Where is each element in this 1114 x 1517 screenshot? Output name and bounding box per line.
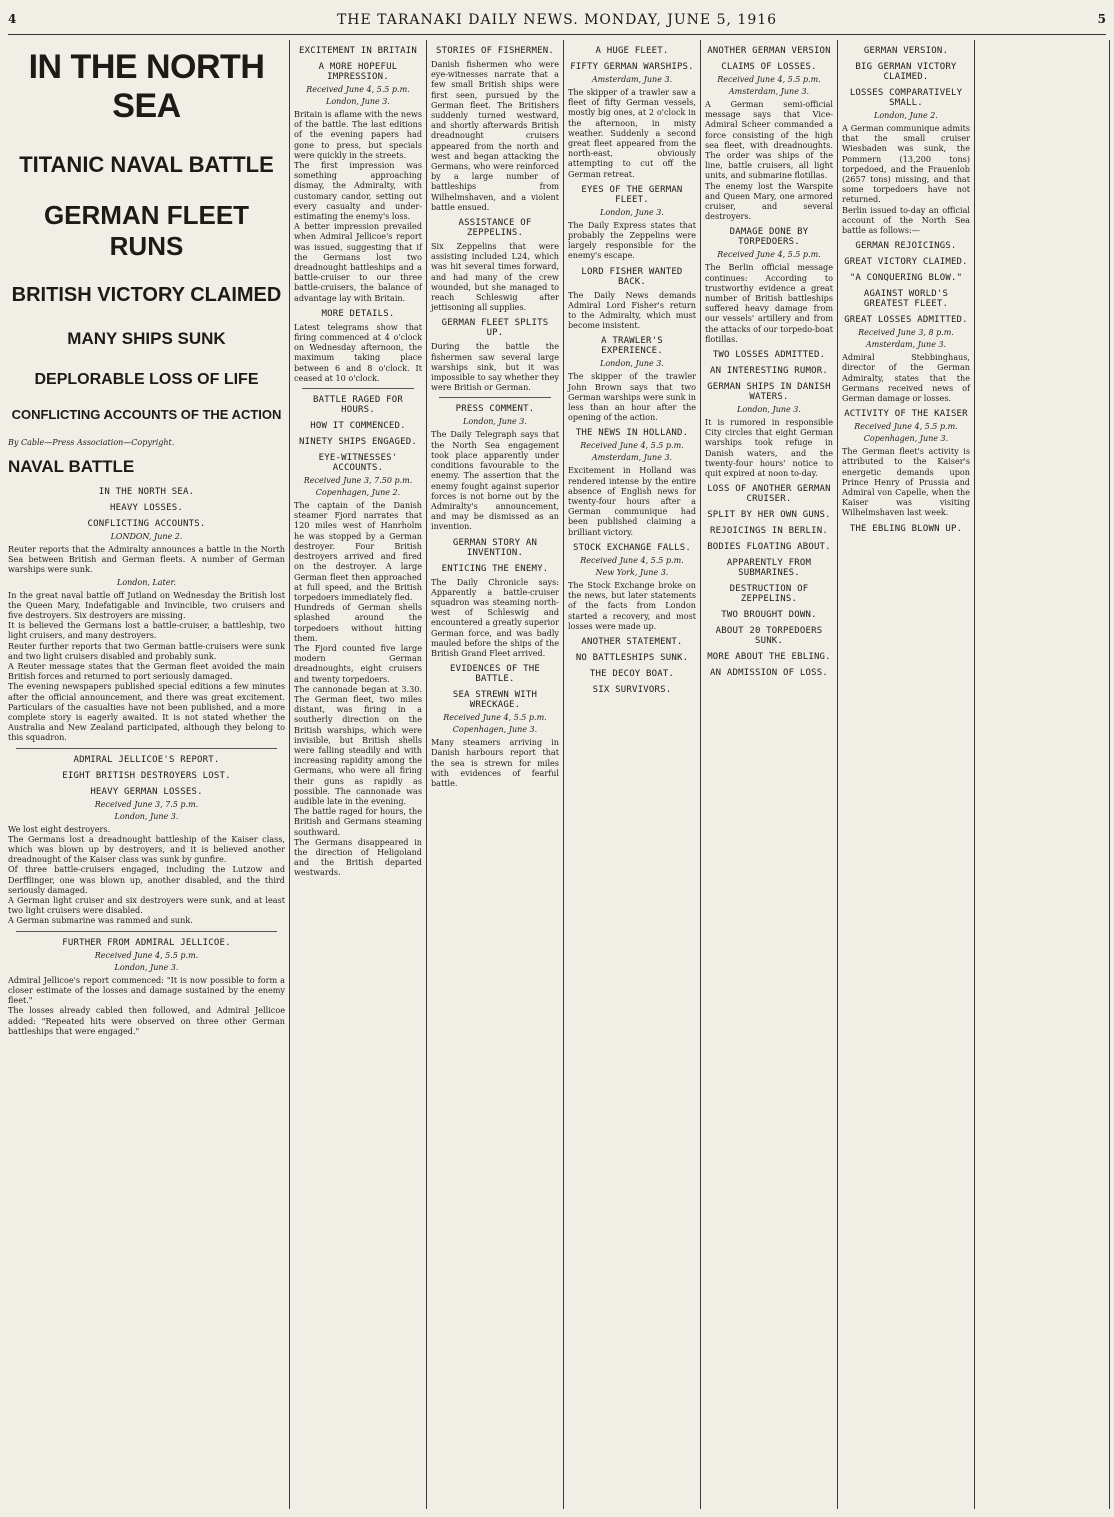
paragraph: Britain is aflame with the news of the battle. The last editions of the evening papers had gone to press, but specials were quickly in the streets. [294, 109, 422, 160]
headline-conflicting: CONFLICTING ACCOUNTS OF THE ACTION [11, 407, 282, 422]
paragraph: The first impression was something approaching dismay, the Admiralty, with customary candor, setting out every casualty and under-estimating the enemy's loss. [294, 160, 422, 222]
section-heading: MORE DETAILS. [321, 308, 395, 319]
column-3 [427, 40, 564, 1509]
subhead-german-losses: HEAVY GERMAN LOSSES. [90, 786, 203, 797]
paragraph: Excitement in Holland was rendered intense by the entire absence of English news for twenty-four hours after a German communique had been published claiming a brilliant victory. [568, 465, 696, 537]
paragraph: A German light cruiser and six destroyers were sunk, and at least two light cruisers were disabled. [8, 895, 285, 916]
paragraph: The captain of the Danish steamer Fjord narrates that 120 miles west of Hanrholm he was stopped by a German destroyer. Four British destroyers arrived and fired on the destroyer. A large German fleet then approached at full speed, and the British torpedoers immediately fled. [294, 500, 422, 602]
paragraph: A German communique admits that the small cruiser Wiesbaden was sunk, the Pommern (13,200 tons) torpedoed, and the Frauenlob (2657 tons) missing, and that some torpedoers have not returned. [842, 123, 970, 205]
section-heading: HOW IT COMMENCED. [310, 421, 406, 432]
paragraph: Reuter further reports that two German battle-cruisers were sunk and two light cruisers disabled and probably sunk. [8, 640, 285, 661]
paragraph: A Reuter message states that the German fleet avoided the main British forces and returned to port seriously damaged. [8, 661, 285, 682]
section-heading: ANOTHER GERMAN VERSION [707, 46, 831, 56]
paragraph: We lost eight destroyers. [8, 823, 111, 834]
dateline: London, June 3. [114, 811, 179, 821]
section-heading: GREAT VICTORY CLAIMED. [844, 257, 968, 268]
column-5 [701, 40, 838, 1509]
paragraph: The Germans lost a dreadnought battleship of the Kaiser class, which was blown up by destroyers, and it is believed another dreadnought of the Kaiser class was sunk by gunfire. [8, 833, 285, 865]
dateline: New York, June 3. [595, 567, 669, 577]
section-heading: EXCITEMENT IN BRITAIN [299, 46, 417, 56]
section-heading: THE DECOY BOAT. [589, 668, 675, 679]
section-further-jellicoe: FURTHER FROM ADMIRAL JELLICOE. [62, 937, 231, 948]
headline-titanic: TITANIC NAVAL BATTLE [19, 152, 274, 177]
subhead-north-sea: IN THE NORTH SEA. [98, 487, 195, 497]
paragraph: A better impression prevailed when Admiral Jellicoe's report was issued, suggesting that if the Germans lost two dreadnought battleships and a battle-cruiser to our three battle-cruisers, the balance of advantage lay with Britain. [294, 221, 422, 303]
section-heading: GERMAN SHIPS IN DANISH WATERS. [707, 382, 831, 403]
headline-deplorable: DEPLORABLE LOSS OF LIFE [34, 371, 259, 388]
masthead [8, 4, 1106, 35]
received-line: Received June 3, 8 p.m. [858, 328, 954, 338]
paragraph: The Daily News demands Admiral Lord Fisher's return to the Admiralty, which must become insistent. [568, 289, 696, 331]
dateline: Amsterdam, June 3. [591, 453, 673, 463]
paragraph: The cannonade began at 3.30. The German fleet, two miles distant, was firing in a southerly direction on the British warships, which were invisible, but British shells were falling steadily and with increasing rapidity among the Germans, who were all firing their guns as rapidly as possible. The cannonade was audible late in the evening. [294, 683, 422, 806]
section-heading: EYE-WITNESSES' ACCOUNTS. [318, 453, 398, 474]
divider [302, 388, 414, 389]
dateline: Amsterdam, June 3. [865, 340, 947, 350]
headline-many-ships: MANY SHIPS SUNK [67, 329, 226, 348]
divider [16, 748, 277, 749]
section-heading: A TRAWLER'S EXPERIENCE. [601, 336, 663, 357]
section-heading: SIX SURVIVORS. [592, 684, 672, 695]
column-4 [564, 40, 701, 1509]
section-heading: DAMAGE DONE BY TORPEDOERS. [729, 227, 809, 248]
section-heading: ENTICING THE ENEMY. [441, 563, 549, 574]
subhead-conflicting: CONFLICTING ACCOUNTS. [87, 519, 206, 529]
dateline: London, June 3. [326, 97, 390, 106]
section-heading: TWO BROUGHT DOWN. [721, 610, 817, 621]
paragraph: The skipper of the trawler John Brown says that two German warships were sunk in less than an hour after the opening of the action. [568, 371, 696, 423]
paragraph: The Daily Chronicle says: Apparently a battle-cruiser squadron was steaming north-west of Schleswig and encountered a greatly superior German force, and was badly mauled before the ships of the British Grand Fleet arrived. [431, 576, 559, 658]
section-heading: THE NEWS IN HOLLAND. [575, 428, 689, 439]
section-heading: AN INTERESTING RUMOR. [710, 366, 828, 377]
dateline: London, Later. [117, 577, 176, 587]
section-heading: GERMAN STORY AN INVENTION. [452, 537, 538, 558]
section-heading: CLAIMS OF LOSSES. [721, 62, 817, 72]
paragraph: During the battle the fishermen saw several large warships sink, but it was impossible to say whether they were British or German. [431, 341, 559, 393]
paragraph: The enemy lost the Warspite and Queen Mary, one armored cruiser, and several destroyers. [705, 180, 833, 222]
section-jellicoe-report: ADMIRAL JELLICOE'S REPORT. [73, 754, 220, 765]
section-heading: PRESS COMMENT. [455, 404, 535, 415]
paragraph: The Daily Express states that probably the Zeppelins were largely responsible for the enemy's escape. [568, 219, 696, 261]
received-line: Received June 3, 7.5 p.m. [94, 799, 199, 809]
section-heading: AGAINST WORLD'S GREATEST FLEET. [863, 289, 949, 310]
headline-german-fleet: GERMAN FLEET RUNS [43, 200, 250, 261]
paragraph: It is believed the Germans lost a battle-cruiser, a battleship, two light cruisers, and many destroyers. [8, 620, 285, 641]
column-7-wrapper [975, 40, 1110, 1509]
section-heading: EVIDENCES OF THE BATTLE. [450, 664, 540, 685]
paragraph: The evening newspapers published special editions a few minutes after the official announcement, and there was great excitement. Particulars of the casualties have not been published, and a more complete story is eagerly awaited. It is not stated whether the Australia and New Zealand participated, although they belong to this squadron. [8, 681, 285, 743]
paragraph: The Stock Exchange broke on the news, but later statements of the facts from London started a recovery, and most losses were made up. [568, 579, 696, 631]
section-heading: BATTLE RAGED FOR HOURS. [313, 395, 403, 416]
section-heading: GERMAN FLEET SPLITS UP. [441, 318, 549, 339]
column-1 [4, 40, 290, 1509]
dateline: London, June 3. [737, 405, 801, 415]
section-heading: ABOUT 20 TORPEDOERS SUNK. [715, 626, 823, 647]
section-heading: FIFTY GERMAN WARSHIPS. [570, 62, 694, 72]
dateline: London, June 3. [600, 207, 664, 217]
section-heading: AN ADMISSION OF LOSS. [710, 668, 828, 679]
section-heading: GREAT LOSSES ADMITTED. [844, 315, 968, 326]
section-heading: BIG GERMAN VICTORY CLAIMED. [855, 62, 957, 82]
paragraph: Danish fishermen who were eye-witnesses narrate that a few small British ships were first seen, pursued by the German fleet. The Britishers suddenly turned westward, and shortly afterwards British dreadnought cruisers appeared from the north and west and began attacking the Germans, who were reinforced by a large number of battleships from Wilhelmshaven, and a violent battle ensued. [431, 59, 559, 212]
section-heading: EYES OF THE GERMAN FLEET. [581, 184, 683, 205]
paragraph: Admiral Stebbinghaus, director of the German Admiralty, states that the Germans received news of German damage or losses. [842, 352, 970, 404]
subhead-heavy-losses: HEAVY LOSSES. [109, 503, 184, 513]
section-heading: REJOICINGS IN BERLIN. [710, 526, 828, 537]
newspaper-title: THE TARANAKI DAILY NEWS. MONDAY, JUNE 5, 1916 [336, 12, 778, 28]
section-heading: SPLIT BY HER OWN GUNS. [707, 510, 831, 521]
section-heading: A MORE HOPEFUL IMPRESSION. [318, 62, 398, 82]
section-heading: STORIES OF FISHERMEN. [436, 46, 554, 56]
column-6 [838, 40, 975, 1509]
dateline: LONDON, June 2. [110, 532, 183, 541]
received-line: Received June 4, 5.5 p.m. [717, 250, 821, 260]
received-line: Received June 4, 5.5 p.m. [580, 441, 684, 451]
paragraph: The Daily Telegraph says that the North Sea engagement took place apparently under conditions favourable to the enemy. The assertion that the enemy fought against superior forces is not borne out by the Admiralty's announcement, and may be dismissed as an invention. [431, 429, 559, 532]
section-heading: TWO LOSSES ADMITTED. [712, 350, 826, 361]
received-line: Received June 4, 5.5 p.m. [306, 85, 410, 94]
divider [439, 397, 551, 398]
paragraph: Many steamers arriving in Danish harbours report that the sea is strewn for miles with evidences of fearful battle. [431, 737, 559, 788]
paragraph: The losses already cabled then followed, and Admiral Jellicoe added: "Repeated hits were observed on three other German battleships that were engaged." [8, 1005, 285, 1036]
dateline: Amsterdam, June 3. [591, 75, 673, 84]
received-line: Received June 4, 5.5 p.m. [443, 713, 547, 723]
section-heading: BODIES FLOATING ABOUT. [707, 542, 831, 553]
dateline: Copenhagen, June 3. [863, 434, 949, 444]
paragraph: Six Zeppelins that were assisting included L24, which was hit several times forward, and had many of the crew wounded, but she managed to reach Schleswig after jettisoning all supplies. [431, 241, 559, 313]
received-line: Received June 3, 7.50 p.m. [303, 476, 413, 486]
paragraph: The skipper of a trawler saw a fleet of fifty German vessels, mostly big ones, at 2 o'clock in the afternoon, in misty weather. Suddenly a second great fleet appeared from the north-east, obviously attempting to cut off the German retreat. [568, 87, 696, 179]
divider [16, 931, 277, 932]
section-heading: A HUGE FLEET. [595, 46, 669, 56]
section-heading: ACTIVITY OF THE KAISER [844, 409, 968, 420]
dateline: London, June 3. [463, 417, 527, 427]
paragraph: Of three battle-cruisers engaged, including the Lutzow and Derfflinger, one was blown up, another disabled, and the third seriously damaged. [8, 864, 285, 895]
section-heading: NINETY SHIPS ENGAGED. [299, 437, 417, 448]
section-heading: STOCK EXCHANGE FALLS. [573, 542, 691, 553]
paragraph: The battle raged for hours, the British and Germans steaming southward. [294, 806, 422, 837]
received-line: Received June 4, 5.5 p.m. [94, 950, 199, 960]
section-heading: LOSSES COMPARATIVELY SMALL. [849, 88, 963, 108]
paragraph: Berlin issued to-day an official account of the North Sea battle as follows:— [842, 204, 970, 236]
received-line: Received June 4, 5.5 p.m. [580, 555, 684, 565]
section-heading: ASSISTANCE OF ZEPPELINS. [458, 218, 532, 239]
paragraph: In the great naval battle off Jutland on Wednesday the British lost the Queen Mary, Indefatigable and Invincible, two cruisers and five destroyers. Six destroyers are missing. [8, 589, 285, 621]
section-heading: ANOTHER STATEMENT. [581, 636, 683, 647]
section-heading: DESTRUCTION OF ZEPPELINS. [729, 584, 809, 605]
section-heading: LORD FISHER WANTED BACK. [581, 266, 683, 287]
dateline: London, June 3. [114, 962, 179, 972]
subhead-destroyers-lost: EIGHT BRITISH DESTROYERS LOST. [62, 770, 231, 781]
dateline: London, June 2. [874, 111, 938, 120]
paragraph: Reuter reports that the Admiralty announces a battle in the North Sea between British and German fleets. A number of German warships were sunk. [8, 544, 285, 575]
dateline: London, June 3. [600, 359, 664, 369]
headline-british-victory: BRITISH VICTORY CLAIMED [11, 284, 282, 306]
section-heading: "A CONQUERING BLOW." [849, 273, 963, 284]
section-naval-battle: NAVAL BATTLE [8, 457, 135, 476]
byline: By Cable—Press Association—Copyright. [8, 438, 175, 447]
paragraph: A German submarine was rammed and sunk. [8, 915, 193, 926]
dateline: Amsterdam, June 3. [728, 87, 810, 96]
paragraph: Hundreds of German shells splashed around the torpedoers without hitting them. [294, 602, 422, 643]
section-heading: GERMAN VERSION. [863, 46, 949, 56]
received-line: Received June 4, 5.5 p.m. [717, 75, 821, 84]
received-line: Received June 4, 5.5 p.m. [854, 422, 958, 432]
paragraph: Admiral Jellicoe's report commenced: "It is now possible to form a closer estimate of the losses and damage sustained by the enemy fleet." [8, 974, 285, 1006]
paragraph: The German fleet's activity is attributed to the Kaiser's energetic demands upon Prince Henry of Prussia and Admiral von Capelle, when the Kaiser was visiting Wilhelmshaven last week. [842, 446, 970, 518]
paragraph: The Fjord counted five large modern German dreadnoughts, eight cruisers and twenty torpedoers. [294, 642, 422, 684]
section-heading: SEA STREWN WITH WRECKAGE. [452, 690, 538, 711]
dateline: Copenhagen, June 3. [452, 725, 538, 735]
section-heading: MORE ABOUT THE EBLING. [707, 652, 831, 663]
page-number-right: 5 [1097, 12, 1106, 26]
section-heading: APPARENTLY FROM SUBMARINES. [726, 558, 812, 579]
paragraph: The Germans disappeared in the direction of Heligoland and the British departed westwards. [294, 836, 422, 878]
paragraph: Latest telegrams show that firing commenced at 4 o'clock on Wednesday afternoon, the maximum taking place between 6 and 8 o'clock. It ceased at 10 o'clock. [294, 321, 422, 383]
dateline: Copenhagen, June 2. [315, 488, 401, 498]
main-headline: IN THE NORTH SEA [28, 48, 265, 125]
paragraph: The Berlin official message continues: According to trustworthy evidence a great number of British battleships suffered heavy damage from our vessels' artillery and from the attacks of our torpedo-boat flotillas. [705, 262, 834, 344]
section-heading: NO BATTLESHIPS SUNK. [575, 652, 689, 663]
section-heading: LOSS OF ANOTHER GERMAN CRUISER. [707, 484, 831, 505]
page-number-left: 4 [8, 12, 17, 26]
paragraph: A German semi-official message says that Vice-Admiral Scheer commanded a force consisting of the high sea fleet, with dreadnoughts. The order was ships of the line, battle cruisers, all light units, and submarine flotillas. [705, 99, 833, 181]
column-2 [290, 40, 427, 1509]
paragraph: It is rumored in responsible City circles that eight German warships took refuge in Danish waters, and the twenty-four hours' notice to quit expired at noon to-day. [705, 417, 833, 479]
section-heading: GERMAN REJOICINGS. [855, 241, 957, 252]
section-heading: THE EBLING BLOWN UP. [849, 523, 963, 534]
